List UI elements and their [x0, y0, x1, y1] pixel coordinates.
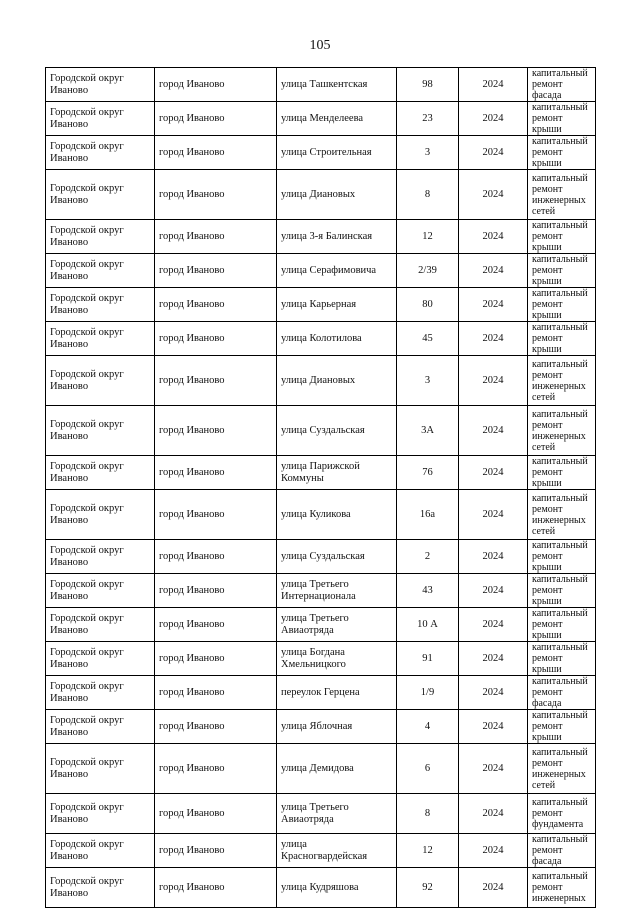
- okrug-cell: Городской округ Иваново: [46, 322, 155, 356]
- street-cell: улица Менделеева: [277, 102, 397, 136]
- okrug-cell: Городской округ Иваново: [46, 136, 155, 170]
- year-cell: 2024: [459, 322, 528, 356]
- city-cell: город Иваново: [155, 220, 277, 254]
- table-row: [46, 406, 596, 456]
- city-cell: город Иваново: [155, 102, 277, 136]
- work-type-cell: капитальный ремонт инженерных сетей: [528, 744, 596, 794]
- okrug-cell: Городской округ Иваново: [46, 406, 155, 456]
- year-cell: 2024: [459, 136, 528, 170]
- year-cell: 2024: [459, 744, 528, 794]
- work-type-cell: капитальный ремонт крыши: [528, 540, 596, 574]
- work-type-cell: капитальный ремонт крыши: [528, 574, 596, 608]
- street-cell: переулок Герцена: [277, 676, 397, 710]
- okrug-cell: Городской округ Иваново: [46, 356, 155, 406]
- house-number-cell: 8: [397, 794, 459, 834]
- street-cell: улица Третьего Авиаотряда: [277, 608, 397, 642]
- house-number-cell: 1/9: [397, 676, 459, 710]
- year-cell: 2024: [459, 456, 528, 490]
- house-number-cell: 6: [397, 744, 459, 794]
- house-number-cell: 2: [397, 540, 459, 574]
- city-cell: город Иваново: [155, 744, 277, 794]
- house-number-cell: 23: [397, 102, 459, 136]
- city-cell: город Иваново: [155, 710, 277, 744]
- city-cell: город Иваново: [155, 254, 277, 288]
- work-type-cell: капитальный ремонт крыши: [528, 102, 596, 136]
- work-type-cell: капитальный ремонт инженерных сетей: [528, 406, 596, 456]
- street-cell: улица Третьего Интернационала: [277, 574, 397, 608]
- okrug-cell: Городской округ Иваново: [46, 676, 155, 710]
- table-row: [46, 322, 596, 356]
- okrug-cell: Городской округ Иваново: [46, 288, 155, 322]
- okrug-cell: Городской округ Иваново: [46, 68, 155, 102]
- city-cell: город Иваново: [155, 540, 277, 574]
- year-cell: 2024: [459, 710, 528, 744]
- table-row: [46, 608, 596, 642]
- page-number: 105: [309, 38, 331, 53]
- house-number-cell: 45: [397, 322, 459, 356]
- house-number-cell: 4: [397, 710, 459, 744]
- house-number-cell: 43: [397, 574, 459, 608]
- okrug-cell: Городской округ Иваново: [46, 794, 155, 834]
- work-type-cell: капитальный ремонт фасада: [528, 68, 596, 102]
- city-cell: город Иваново: [155, 574, 277, 608]
- table-row: [46, 540, 596, 574]
- house-number-cell: 12: [397, 834, 459, 868]
- year-cell: 2024: [459, 170, 528, 220]
- year-cell: 2024: [459, 574, 528, 608]
- table-row: [46, 642, 596, 676]
- street-cell: улица Красногвардейская: [277, 834, 397, 868]
- table-body: [46, 68, 596, 908]
- work-type-cell: капитальный ремонт инженерных сетей: [528, 170, 596, 220]
- house-number-cell: 98: [397, 68, 459, 102]
- year-cell: 2024: [459, 68, 528, 102]
- street-cell: улица Демидова: [277, 744, 397, 794]
- okrug-cell: Городской округ Иваново: [46, 868, 155, 908]
- okrug-cell: Городской округ Иваново: [46, 834, 155, 868]
- house-number-cell: 91: [397, 642, 459, 676]
- work-type-cell: капитальный ремонт фасада: [528, 676, 596, 710]
- okrug-cell: Городской округ Иваново: [46, 170, 155, 220]
- work-type-cell: капитальный ремонт крыши: [528, 710, 596, 744]
- table-row: [46, 834, 596, 868]
- okrug-cell: Городской округ Иваново: [46, 608, 155, 642]
- work-type-cell: капитальный ремонт инженерных сетей: [528, 490, 596, 540]
- house-number-cell: 2/39: [397, 254, 459, 288]
- house-number-cell: 3А: [397, 406, 459, 456]
- year-cell: 2024: [459, 834, 528, 868]
- street-cell: улица Серафимовича: [277, 254, 397, 288]
- work-type-cell: капитальный ремонт крыши: [528, 288, 596, 322]
- street-cell: улица Строительная: [277, 136, 397, 170]
- house-number-cell: 3: [397, 136, 459, 170]
- city-cell: город Иваново: [155, 356, 277, 406]
- okrug-cell: Городской округ Иваново: [46, 574, 155, 608]
- work-type-cell: капитальный ремонт крыши: [528, 642, 596, 676]
- table-row: [46, 868, 596, 908]
- city-cell: город Иваново: [155, 170, 277, 220]
- table-row: [46, 136, 596, 170]
- house-number-cell: 10 А: [397, 608, 459, 642]
- city-cell: город Иваново: [155, 834, 277, 868]
- city-cell: город Иваново: [155, 868, 277, 908]
- street-cell: улица Колотилова: [277, 322, 397, 356]
- city-cell: город Иваново: [155, 68, 277, 102]
- work-type-cell: капитальный ремонт крыши: [528, 322, 596, 356]
- okrug-cell: Городской округ Иваново: [46, 220, 155, 254]
- table-row: [46, 710, 596, 744]
- work-type-cell: капитальный ремонт фасада: [528, 834, 596, 868]
- okrug-cell: Городской округ Иваново: [46, 710, 155, 744]
- okrug-cell: Городской округ Иваново: [46, 490, 155, 540]
- table-row: [46, 68, 596, 102]
- street-cell: улица Третьего Авиаотряда: [277, 794, 397, 834]
- table-row: [46, 744, 596, 794]
- city-cell: город Иваново: [155, 456, 277, 490]
- city-cell: город Иваново: [155, 642, 277, 676]
- street-cell: улица Диановых: [277, 356, 397, 406]
- house-number-cell: 80: [397, 288, 459, 322]
- street-cell: улица Ташкентская: [277, 68, 397, 102]
- table-row: [46, 288, 596, 322]
- table-row: [46, 356, 596, 406]
- street-cell: улица Карьерная: [277, 288, 397, 322]
- year-cell: 2024: [459, 254, 528, 288]
- okrug-cell: Городской округ Иваново: [46, 456, 155, 490]
- street-cell: улица Кудряшова: [277, 868, 397, 908]
- year-cell: 2024: [459, 102, 528, 136]
- table-row: [46, 574, 596, 608]
- year-cell: 2024: [459, 642, 528, 676]
- work-type-cell: капитальный ремонт крыши: [528, 456, 596, 490]
- city-cell: город Иваново: [155, 136, 277, 170]
- okrug-cell: Городской округ Иваново: [46, 540, 155, 574]
- table-row: [46, 794, 596, 834]
- okrug-cell: Городской округ Иваново: [46, 744, 155, 794]
- work-type-cell: капитальный ремонт крыши: [528, 220, 596, 254]
- work-type-cell: капитальный ремонт инженерных сетей: [528, 356, 596, 406]
- house-number-cell: 16а: [397, 490, 459, 540]
- street-cell: улица Суздальская: [277, 406, 397, 456]
- table-row: [46, 490, 596, 540]
- work-type-cell: капитальный ремонт фундамента: [528, 794, 596, 834]
- city-cell: город Иваново: [155, 794, 277, 834]
- city-cell: город Иваново: [155, 322, 277, 356]
- okrug-cell: Городской округ Иваново: [46, 102, 155, 136]
- city-cell: город Иваново: [155, 490, 277, 540]
- year-cell: 2024: [459, 288, 528, 322]
- work-type-cell: капитальный ремонт крыши: [528, 136, 596, 170]
- city-cell: город Иваново: [155, 288, 277, 322]
- table-row: [46, 456, 596, 490]
- street-cell: улица Богдана Хмельницкого: [277, 642, 397, 676]
- work-type-cell: капитальный ремонт крыши: [528, 608, 596, 642]
- table-row: [46, 220, 596, 254]
- street-cell: улица 3-я Балинская: [277, 220, 397, 254]
- house-number-cell: 92: [397, 868, 459, 908]
- work-type-cell: капитальный ремонт крыши: [528, 254, 596, 288]
- year-cell: 2024: [459, 406, 528, 456]
- year-cell: 2024: [459, 220, 528, 254]
- year-cell: 2024: [459, 676, 528, 710]
- street-cell: улица Яблочная: [277, 710, 397, 744]
- city-cell: город Иваново: [155, 406, 277, 456]
- street-cell: улица Парижской Коммуны: [277, 456, 397, 490]
- street-cell: улица Куликова: [277, 490, 397, 540]
- year-cell: 2024: [459, 608, 528, 642]
- street-cell: улица Суздальская: [277, 540, 397, 574]
- house-number-cell: 8: [397, 170, 459, 220]
- housing-repair-table: [45, 67, 596, 908]
- okrug-cell: Городской округ Иваново: [46, 642, 155, 676]
- street-cell: улица Диановых: [277, 170, 397, 220]
- table-row: [46, 170, 596, 220]
- city-cell: город Иваново: [155, 676, 277, 710]
- house-number-cell: 76: [397, 456, 459, 490]
- year-cell: 2024: [459, 540, 528, 574]
- okrug-cell: Городской округ Иваново: [46, 254, 155, 288]
- table-row: [46, 676, 596, 710]
- year-cell: 2024: [459, 356, 528, 406]
- table-row: [46, 102, 596, 136]
- work-type-cell: капитальный ремонт инженерных: [528, 868, 596, 908]
- house-number-cell: 12: [397, 220, 459, 254]
- table-row: [46, 254, 596, 288]
- year-cell: 2024: [459, 868, 528, 908]
- year-cell: 2024: [459, 490, 528, 540]
- city-cell: город Иваново: [155, 608, 277, 642]
- year-cell: 2024: [459, 794, 528, 834]
- house-number-cell: 3: [397, 356, 459, 406]
